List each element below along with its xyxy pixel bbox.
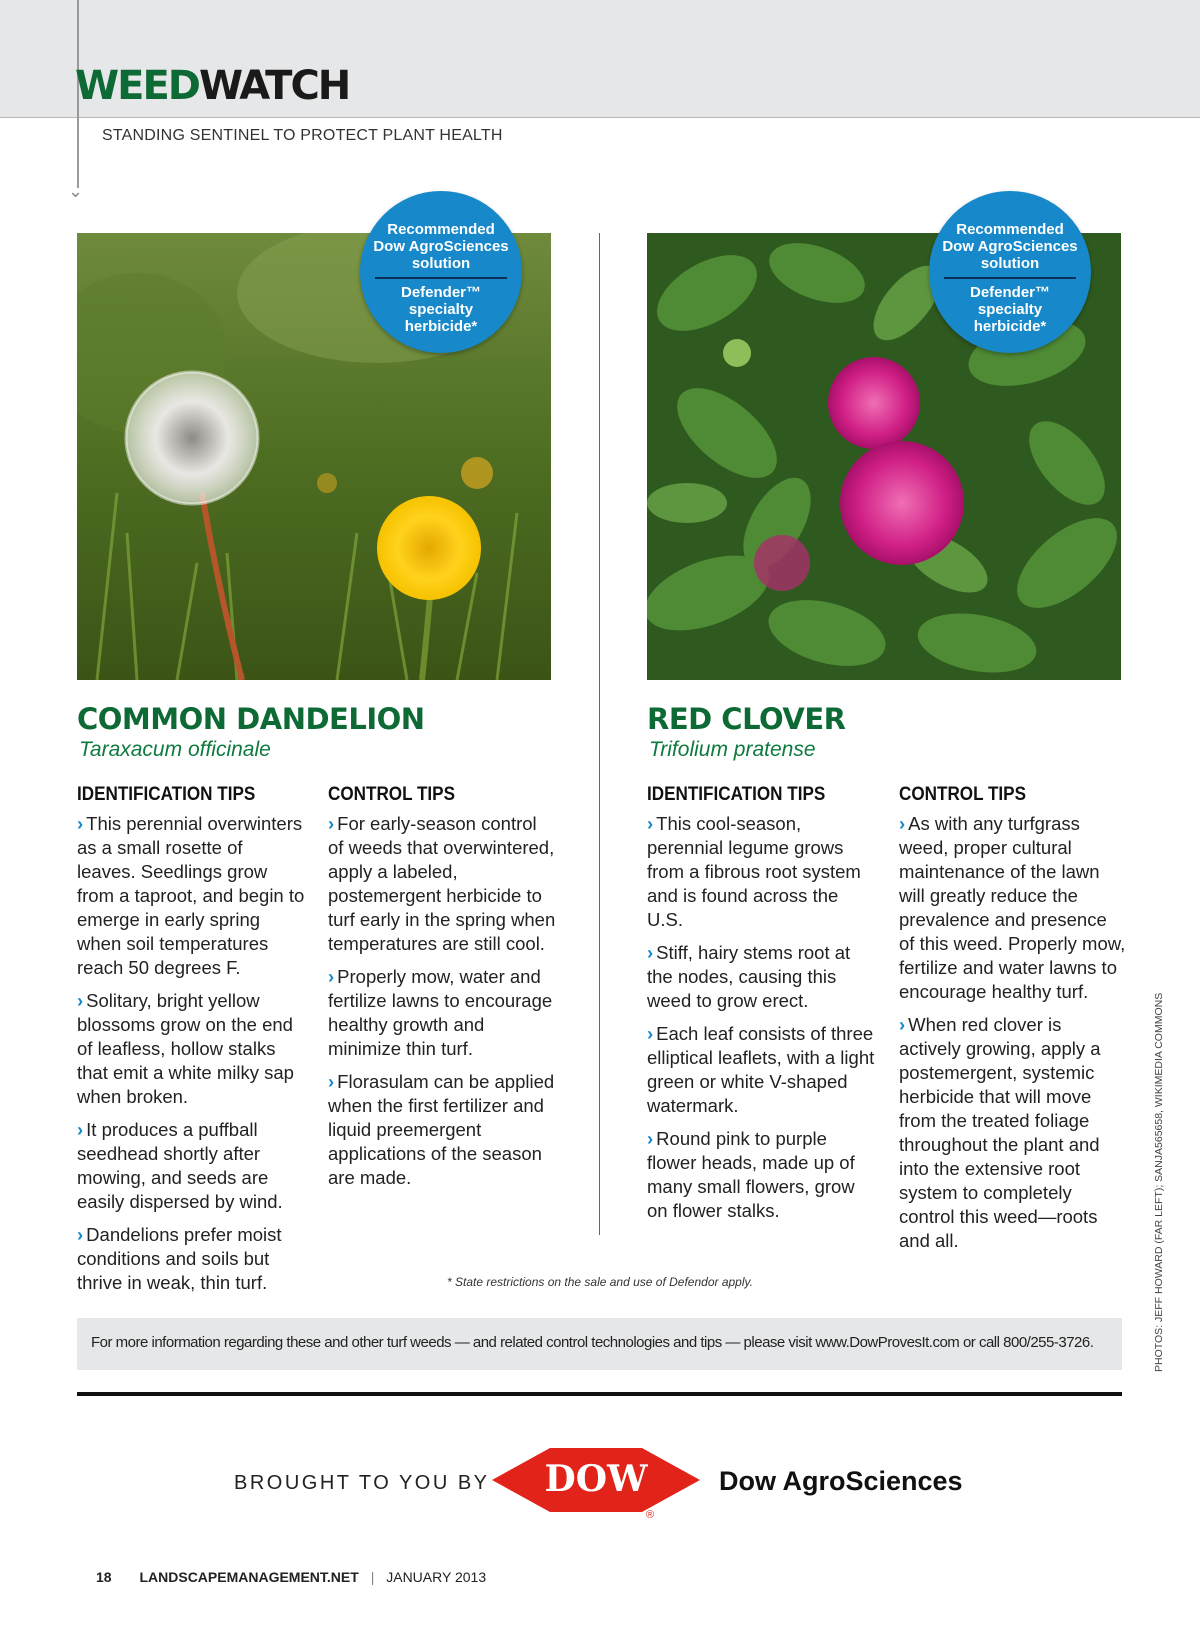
chevron-right-icon: › — [328, 813, 335, 834]
tip-item: › Stiff, hairy stems root at the nodes, causing this weed to grow erect. — [647, 942, 851, 1011]
badge-rule — [375, 277, 507, 279]
dow-logo — [490, 1446, 702, 1525]
control-heading: CONTROL TIPS — [899, 784, 1026, 805]
footnote: * State restrictions on the sale and use of Defendor apply. — [447, 1275, 753, 1289]
recommended-solution-badge — [360, 191, 522, 353]
chevron-right-icon: › — [328, 966, 335, 987]
weed-title-dandelion: COMMON DANDELION — [77, 702, 425, 736]
info-bar-text: For more information regarding these and other turf weeds — and related control technologies and tips — please visit www.DowProvesIt.com or call 800/255-3726. — [91, 1334, 1094, 1351]
tip-item: › Solitary, bright yellow blossoms grow on the end of leafless, hollow stalks that emit a white milky sap when broken. — [77, 990, 294, 1107]
info-bar — [77, 1318, 1122, 1370]
chevron-right-icon: › — [77, 990, 84, 1011]
chevron-right-icon: › — [328, 1071, 335, 1092]
tip-item: › Properly mow, water and fertilize lawns to encourage healthy growth and minimize thin turf. — [328, 966, 553, 1059]
photo-credit: PHOTOS: JEFF HOWARD (FAR LEFT); SANJA565658, WIKIMEDIA COMMONS — [1153, 992, 1165, 1372]
tip-item: › Each leaf consists of three elliptical leaflets, with a light green or white V-shaped watermark. — [647, 1023, 875, 1116]
section-rule — [77, 1392, 1122, 1396]
registered-mark: ® — [646, 1509, 655, 1520]
chevron-right-icon: › — [647, 1128, 654, 1149]
chevron-right-icon: › — [77, 1224, 84, 1245]
dandelion-identification-tips — [77, 784, 305, 1304]
logo-part-watch: WATCH — [198, 63, 350, 109]
badge-rule — [944, 277, 1076, 279]
page-number: 18 — [96, 1569, 112, 1585]
red-clover-identification-tips — [647, 784, 875, 1232]
brought-to-you-by: BROUGHT TO YOU BY — [234, 1472, 490, 1494]
page-footer — [96, 1569, 486, 1585]
tagline: STANDING SENTINEL TO PROTECT PLANT HEALTH — [102, 127, 503, 144]
badge-product-text: Defender™ specialty herbicide* — [969, 284, 1051, 335]
tip-item: › It produces a puffball seedhead shortly after mowing, and seeds are easily dispersed by wind. — [77, 1119, 283, 1212]
dow-agrosciences-name: Dow AgroSciences — [719, 1466, 963, 1496]
control-heading: CONTROL TIPS — [328, 784, 455, 805]
chevron-right-icon: › — [77, 813, 84, 834]
dow-logo-text: DOW — [544, 1458, 648, 1500]
latin-name-red-clover: Trifolium pratense — [649, 738, 816, 761]
weed-title-red-clover: RED CLOVER — [647, 702, 846, 736]
latin-name-dandelion: Taraxacum officinale — [79, 738, 271, 761]
identification-heading: IDENTIFICATION TIPS — [647, 784, 826, 805]
tip-item: › For early-season control of weeds that overwintered, apply a labeled, postemergent herbicide to turf early in the spring when temperatures are still cool. — [328, 813, 556, 954]
down-arrow-icon: ⌄ — [68, 181, 84, 201]
chevron-right-icon: › — [899, 1014, 906, 1035]
logo-part-weed: WEED — [75, 63, 199, 109]
tip-item: › Dandelions prefer moist conditions and soils but thrive in weak, thin turf. — [77, 1224, 282, 1293]
tip-item: › Florasulam can be applied when the first fertilizer and liquid preemergent applications of the season are made. — [328, 1071, 555, 1188]
identification-heading: IDENTIFICATION TIPS — [77, 784, 256, 805]
tip-item: › As with any turfgrass weed, proper cultural maintenance of the lawn will greatly reduce the prevalence and presence of this weed. Properly mow, fertilize and water lawns to encourage healthy turf. — [899, 813, 1126, 1002]
badge-recommended-text: Recommended Dow AgroSciences solution — [942, 221, 1078, 272]
column-divider — [599, 233, 600, 1235]
chevron-right-icon: › — [647, 942, 654, 963]
badge-product-text: Defender™ specialty herbicide* — [400, 284, 482, 335]
chevron-right-icon: › — [899, 813, 906, 834]
recommended-solution-badge — [929, 191, 1091, 353]
dandelion-control-tips — [328, 784, 556, 1199]
footer-separator: | — [370, 1569, 375, 1585]
site-name: LANDSCAPEMANAGEMENT.NET — [139, 1569, 359, 1585]
tip-item: › This cool-season, perennial legume grows from a fibrous root system and is found across the U.S. — [647, 813, 861, 930]
tip-item: › Round pink to purple flower heads, made up of many small flowers, grow on flower stalks. — [647, 1128, 855, 1221]
chevron-right-icon: › — [647, 1023, 654, 1044]
chevron-right-icon: › — [647, 813, 654, 834]
weedwatch-logo — [75, 63, 350, 109]
issue-date: JANUARY 2013 — [386, 1569, 487, 1585]
chevron-right-icon: › — [77, 1119, 84, 1140]
tip-item: › This perennial overwinters as a small rosette of leaves. Seedlings grow from a taproot, and begin to emerge in early spring when soil temperatures reach 50 degrees F. — [77, 813, 305, 978]
red-clover-control-tips — [899, 784, 1127, 1262]
tip-item: › When red clover is actively growing, apply a postemergent, systemic herbicide that will move from the treated foliage throughout the plant and into the extensive root system to completely control this weed—roots and all. — [899, 1014, 1101, 1251]
badge-recommended-text: Recommended Dow AgroSciences solution — [373, 221, 509, 272]
